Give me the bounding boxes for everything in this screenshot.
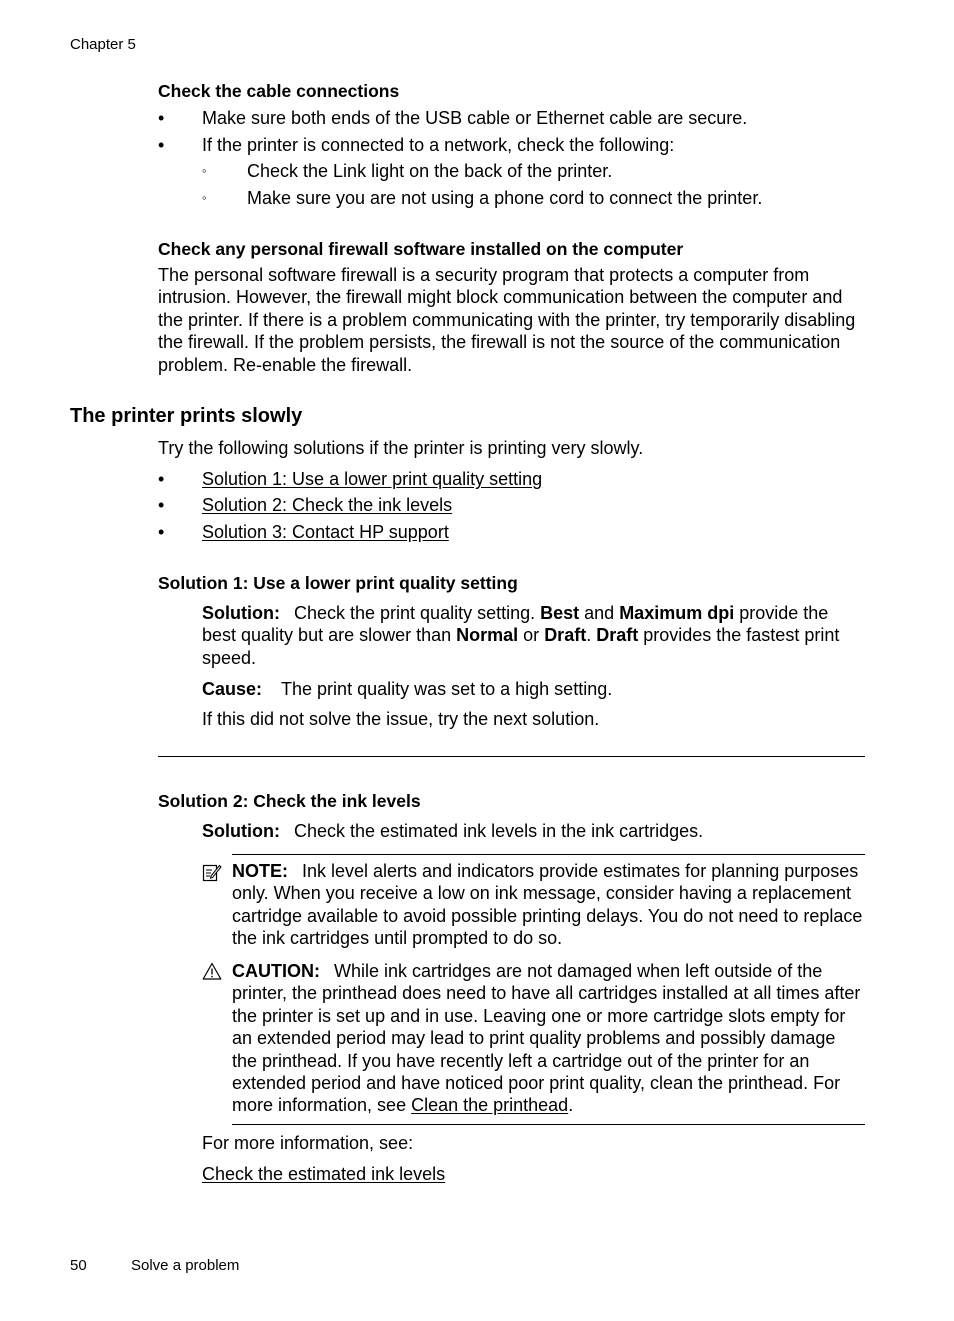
note-label: NOTE:: [232, 861, 288, 881]
solution1-text-part: provides the fastest print speed.: [202, 625, 840, 668]
cable-subitem-1: Check the Link light on the back of the printer.: [247, 161, 613, 181]
section-divider: [158, 756, 865, 757]
link-solution-3[interactable]: Solution 3: Contact HP support: [202, 522, 449, 542]
note-body: Ink level alerts and indicators provide estimates for planning purposes only. When you receive a low on ink message, consider having a replacement cartridge available to avoid possible printing delays. You do not need to replace the ink cartridges until prompted to do so.: [232, 861, 863, 949]
sub-bullet-marker: ◦: [202, 190, 207, 205]
note-icon: [202, 862, 222, 882]
link-clean-printhead[interactable]: Clean the printhead: [411, 1095, 569, 1116]
solution1-heading: Solution 1: Use a lower print quality setting: [158, 573, 518, 593]
solution1-text-part: Check the print quality setting.: [293, 603, 541, 623]
bullet-marker: •: [158, 495, 165, 515]
caution-label: CAUTION:: [232, 961, 320, 981]
caution-end: .: [568, 1095, 574, 1116]
page-number: 50: [70, 1257, 87, 1274]
solution1-text-part: provide the best quality but are slower than: [202, 603, 829, 646]
link-solution-2[interactable]: Solution 2: Check the ink levels: [202, 495, 453, 515]
link-check-ink-levels[interactable]: Check the estimated ink levels: [202, 1164, 446, 1184]
solution1-text-part: .: [586, 625, 597, 646]
term-draft: Draft: [596, 625, 639, 646]
term-maximum-dpi: Maximum dpi: [619, 603, 735, 623]
cable-heading: Check the cable connections: [158, 81, 400, 101]
solution1-text: [202, 602, 864, 669]
cable-item-2: If the printer is connected to a network, check the following:: [202, 135, 675, 155]
caution-text: [232, 960, 864, 1117]
solution1-text-part: and: [579, 603, 620, 623]
sub-bullet-marker: ◦: [202, 163, 207, 178]
running-header: Chapter 5: [70, 36, 136, 53]
solution-label: Solution:: [202, 603, 280, 623]
caution-icon: [202, 962, 222, 980]
caution-body: While ink cartridges are not damaged when left outside of the printer, the printhead does need to have all cartridges installed at all times after the printer is set up and in use. Leaving one or more cartridge slots empty for an extended period may lead to print quality problems and possibly damage the printhead. If you have recently left a cartridge out of the printer for an extended period and have noticed poor print quality, clean the printhead. For more information, see: [232, 961, 861, 1116]
solution1-next: If this did not solve the issue, try the next solution.: [202, 709, 600, 729]
firewall-heading: Check any personal firewall software installed on the computer: [158, 239, 684, 259]
bullet-marker: •: [158, 108, 165, 128]
caution-bottom-rule: [232, 1124, 865, 1125]
term-best: Best: [540, 603, 580, 623]
solution2-heading: Solution 2: Check the ink levels: [158, 791, 421, 811]
term-normal: Normal: [456, 625, 519, 646]
section-heading: The printer prints slowly: [70, 405, 303, 427]
note-top-rule: [232, 854, 865, 855]
footer-section: Solve a problem: [131, 1257, 240, 1274]
cause-label: Cause:: [202, 679, 263, 699]
cable-item-1: Make sure both ends of the USB cable or Ethernet cable are secure.: [202, 108, 748, 128]
slow-intro: Try the following solutions if the printer is printing very slowly.: [158, 438, 644, 458]
bullet-marker: •: [158, 135, 165, 155]
cause-text: The print quality was set to a high setting.: [281, 679, 613, 699]
solution2-body: Check the estimated ink levels in the ink cartridges.: [293, 821, 704, 841]
firewall-body: The personal software firewall is a security program that protects a computer from intrusion. However, the firewall might block communication between the computer and the printer. If there is a problem communicating with the printer, try temporarily disabling the firewall. If the problem persists, the firewall is not the source of the communication problem. Re-enable the firewall.: [158, 265, 856, 375]
more-info: For more information, see:: [202, 1133, 414, 1153]
term-draft: Draft: [544, 625, 587, 646]
solution2-text: [202, 820, 703, 842]
cable-subitem-2: Make sure you are not using a phone cord to connect the printer.: [247, 188, 763, 208]
note-text: [232, 860, 864, 950]
bullet-marker: •: [158, 469, 165, 489]
solution1-text-part: or: [518, 625, 545, 646]
solution-label: Solution:: [202, 821, 280, 841]
solution1-cause: [202, 678, 612, 700]
link-solution-1[interactable]: Solution 1: Use a lower print quality setting: [202, 469, 543, 489]
bullet-marker: •: [158, 522, 165, 542]
